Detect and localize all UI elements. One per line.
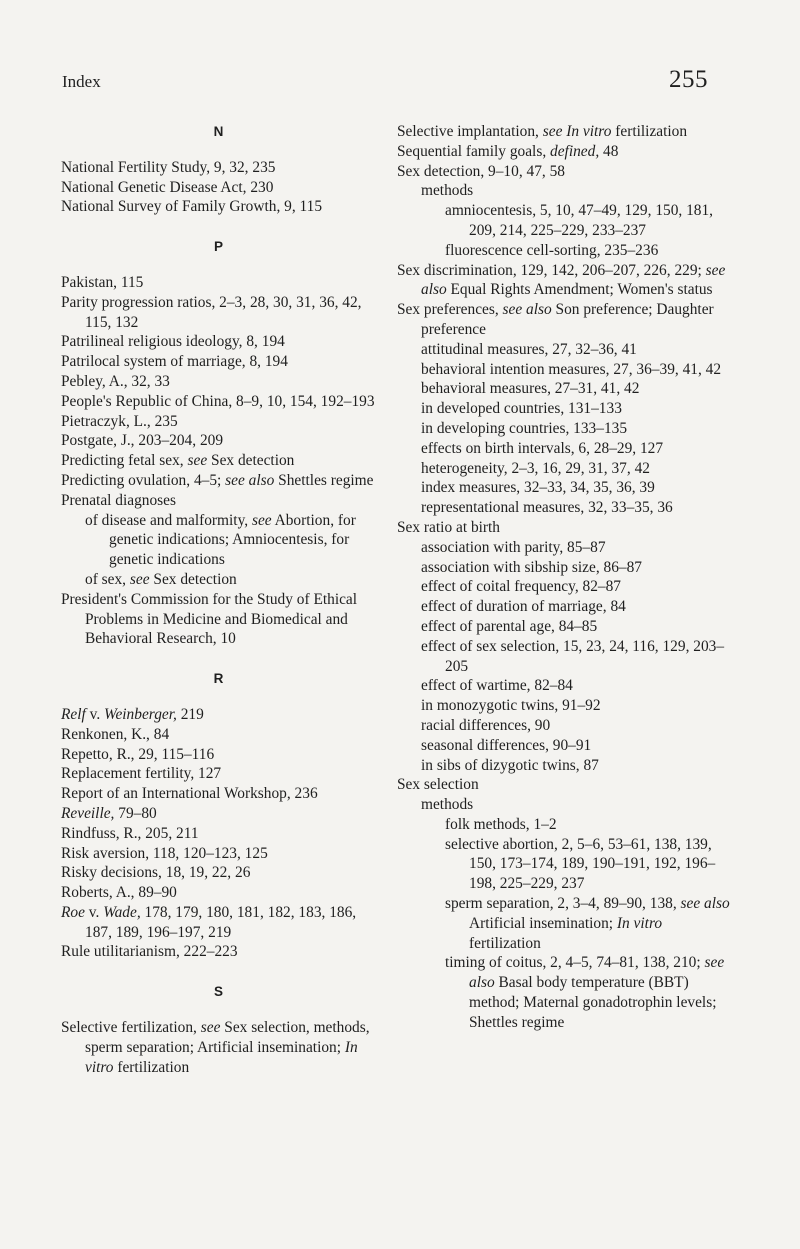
entry-text: 79–80 bbox=[114, 804, 157, 822]
entry-text: timing of coitus, 2, 4–5, 74–81, 138, 210; bbox=[445, 954, 705, 972]
entry-text: of sex, bbox=[85, 570, 130, 588]
entry-text: Rule utilitarianism, 222–223 bbox=[61, 943, 238, 961]
entry-text: heterogeneity, 2–3, 16, 29, 31, 37, 42 bbox=[421, 459, 650, 477]
entry-text: Report of an International Workshop, 236 bbox=[61, 785, 318, 803]
entry-text: see also bbox=[469, 954, 725, 992]
entry-text: Abortion, for genetic indications; Amniocentesis, for genetic indications bbox=[109, 511, 356, 569]
index-subentry bbox=[421, 676, 737, 696]
index-entry bbox=[61, 471, 376, 491]
index-subentry bbox=[421, 637, 737, 677]
entry-text: effect of parental age, 84–85 bbox=[421, 617, 598, 635]
entry-text: in developing countries, 133–135 bbox=[421, 419, 628, 437]
index-entry bbox=[61, 451, 376, 471]
index-entry bbox=[61, 804, 376, 824]
index-subentry bbox=[421, 577, 737, 597]
entry-text: 219 bbox=[176, 705, 204, 723]
index-entry bbox=[61, 883, 376, 903]
entry-text: v. bbox=[85, 705, 105, 723]
entry-text: Risk aversion, 118, 120–123, 125 bbox=[61, 844, 268, 862]
index-entry bbox=[61, 824, 376, 844]
page-number: 255 bbox=[669, 66, 708, 93]
index-entry bbox=[61, 412, 376, 432]
entry-text: Equal Rights Amendment; Women's status bbox=[446, 281, 713, 299]
index-entry bbox=[61, 491, 376, 511]
entry-text: Risky decisions, 18, 19, 22, 26 bbox=[61, 864, 251, 882]
index-subentry bbox=[421, 459, 737, 479]
entry-text: Wade, bbox=[103, 903, 141, 921]
entry-text: v. bbox=[84, 903, 104, 921]
index-subentry bbox=[421, 538, 737, 558]
index-entry bbox=[61, 392, 376, 412]
entry-text: see also bbox=[502, 301, 552, 319]
index-subentry bbox=[445, 835, 737, 894]
index-entry bbox=[397, 775, 737, 795]
index-subentry bbox=[421, 360, 737, 380]
index-subentry bbox=[421, 379, 737, 399]
entry-text: Relf bbox=[61, 705, 86, 723]
index-subentry bbox=[421, 736, 737, 756]
entry-text: Predicting fetal sex, bbox=[61, 452, 188, 470]
index-entry bbox=[61, 178, 376, 198]
index-entry bbox=[61, 332, 376, 352]
entry-text: Weinberger, bbox=[104, 705, 177, 723]
entry-text: index measures, 32–33, 34, 35, 36, 39 bbox=[421, 479, 655, 497]
entry-text: see also bbox=[421, 261, 726, 299]
entry-text: see In vitro bbox=[542, 123, 612, 140]
entry-text: Sequential family goals, bbox=[397, 142, 551, 160]
entry-text: Roe bbox=[61, 903, 85, 921]
index-entry bbox=[61, 725, 376, 745]
index-entry bbox=[61, 158, 376, 178]
entry-text: see bbox=[251, 511, 272, 529]
entry-text: representational measures, 32, 33–35, 36 bbox=[421, 499, 673, 517]
entry-text: Patrilineal religious ideology, 8, 194 bbox=[61, 333, 285, 351]
index-entry bbox=[397, 122, 737, 142]
entry-text: Selective implantation, bbox=[397, 123, 543, 140]
entry-text: fertilization bbox=[611, 123, 688, 140]
index-subentry bbox=[445, 953, 737, 1032]
entry-text: methods bbox=[421, 796, 474, 814]
entry-text: National Fertility Study, 9, 32, 235 bbox=[61, 158, 276, 176]
entry-text: see bbox=[129, 570, 150, 588]
entry-text: effect of wartime, 82–84 bbox=[421, 677, 573, 695]
index-entry bbox=[61, 372, 376, 392]
entry-text: Sex detection bbox=[207, 452, 295, 470]
entry-text: National Genetic Disease Act, 230 bbox=[61, 178, 274, 196]
index-entry bbox=[61, 942, 376, 962]
index-entry bbox=[397, 162, 737, 182]
section-letter: P bbox=[213, 239, 223, 255]
index-entry bbox=[61, 293, 376, 333]
index-entry bbox=[61, 1018, 376, 1077]
index-entry bbox=[397, 142, 737, 162]
entry-text: fertilization bbox=[113, 1058, 190, 1076]
entry-text: Parity progression ratios, 2–3, 28, 30, 31, 36, 42, 115, 132 bbox=[61, 293, 362, 331]
section-letter: N bbox=[213, 124, 224, 139]
entry-text: Sex detection, 9–10, 47, 58 bbox=[397, 162, 565, 180]
entry-text: effect of duration of marriage, 84 bbox=[421, 598, 626, 616]
entry-text: association with sibship size, 86–87 bbox=[421, 558, 643, 576]
entry-text: Renkonen, K., 84 bbox=[61, 725, 170, 743]
entry-text: 48 bbox=[599, 142, 619, 160]
entry-text: Basal body temperature (BBT) method; Maternal gonadotrophin levels; Shettles regime bbox=[469, 974, 717, 1031]
index-entry bbox=[61, 863, 376, 883]
index-subentry bbox=[421, 597, 737, 617]
index-entry bbox=[61, 745, 376, 765]
entry-text: association with parity, 85–87 bbox=[421, 538, 606, 556]
entry-text: Sex preferences, bbox=[397, 301, 503, 319]
entry-text: Postgate, J., 203–204, 209 bbox=[61, 432, 224, 450]
entry-text: of disease and malformity, bbox=[85, 511, 252, 529]
entry-text: In vitro bbox=[616, 914, 663, 932]
index-subentry bbox=[421, 617, 737, 637]
entry-text: defined, bbox=[550, 142, 600, 160]
index-subentry bbox=[421, 756, 737, 776]
index-subentry bbox=[445, 815, 737, 835]
entry-text: behavioral intention measures, 27, 36–39, 41, 42 bbox=[421, 360, 722, 378]
entry-text: Sex ratio at birth bbox=[397, 518, 501, 536]
entry-text: folk methods, 1–2 bbox=[445, 815, 557, 833]
entry-text: racial differences, 90 bbox=[421, 716, 551, 734]
index-entry bbox=[61, 784, 376, 804]
entry-text: National Survey of Family Growth, 9, 115 bbox=[61, 198, 323, 216]
index-entry bbox=[61, 431, 376, 451]
page-header bbox=[62, 66, 708, 102]
entry-text: Reveille, bbox=[61, 804, 115, 822]
entry-text: Pietraczyk, L., 235 bbox=[61, 412, 178, 430]
index-subentry bbox=[421, 716, 737, 736]
index-entry bbox=[397, 300, 737, 340]
entry-text: behavioral measures, 27–31, 41, 42 bbox=[421, 380, 640, 398]
entry-text: effect of coital frequency, 82–87 bbox=[421, 578, 621, 596]
entry-text: Predicting ovulation, 4–5; bbox=[61, 471, 226, 489]
entry-text: fertilization bbox=[469, 934, 541, 952]
entry-text: Pebley, A., 32, 33 bbox=[61, 372, 170, 390]
entry-text: People's Republic of China, 8–9, 10, 154, 192–193 bbox=[61, 392, 375, 410]
entry-text: in monozygotic twins, 91–92 bbox=[421, 697, 601, 715]
running-head: Index bbox=[62, 72, 101, 91]
entry-text: effects on birth intervals, 6, 28–29, 127 bbox=[421, 439, 664, 457]
entry-text: Patrilocal system of marriage, 8, 194 bbox=[61, 353, 288, 371]
index-entry bbox=[61, 844, 376, 864]
section-letter: R bbox=[213, 671, 224, 687]
section-letter: S bbox=[213, 984, 223, 1000]
index-entry bbox=[61, 705, 376, 725]
entry-text: Artificial insemination; bbox=[469, 914, 617, 932]
index-subentry bbox=[421, 340, 737, 360]
entry-text: Sex detection bbox=[149, 570, 237, 588]
entry-text: Son preference; Daughter preference bbox=[421, 301, 714, 338]
entry-text: Shettles regime bbox=[274, 471, 374, 489]
index-entry bbox=[61, 903, 376, 943]
entry-text: see bbox=[200, 1019, 221, 1037]
entry-text: see also bbox=[680, 895, 730, 913]
entry-text: methods bbox=[421, 182, 474, 200]
index-subentry bbox=[445, 241, 737, 261]
entry-text: in developed countries, 131–133 bbox=[421, 400, 622, 418]
entry-text: Pakistan, 115 bbox=[61, 273, 144, 291]
entry-text: Selective fertilization, bbox=[61, 1019, 201, 1037]
entry-text: selective abortion, 2, 5–6, 53–61, 138, 139, 150, 173–174, 189, 190–191, 192, 196–198, 225–229, 237 bbox=[445, 835, 716, 893]
index-subentry bbox=[85, 511, 376, 570]
index-subentry bbox=[445, 894, 737, 953]
entry-text: In vitro bbox=[85, 1038, 358, 1076]
entry-text: Sex selection, methods, sperm separation; Artificial insemination; bbox=[85, 1019, 370, 1056]
index-subentry bbox=[421, 439, 737, 459]
entry-text: seasonal differences, 90–91 bbox=[421, 736, 592, 754]
entry-text: Roberts, A., 89–90 bbox=[61, 884, 177, 902]
entry-text: fluorescence cell-sorting, 235–236 bbox=[445, 241, 659, 259]
index-entry bbox=[61, 764, 376, 784]
index-entry bbox=[61, 197, 376, 217]
index-subentry bbox=[421, 696, 737, 716]
index-column-right bbox=[397, 122, 737, 1033]
entry-text: see also bbox=[225, 471, 275, 489]
entry-text: 178, 179, 180, 181, 182, 183, 186, 187, 189, 196–197, 219 bbox=[85, 903, 357, 941]
entry-text: effect of sex selection, 15, 23, 24, 116, 129, 203–205 bbox=[421, 637, 725, 675]
entry-text: Replacement fertility, 127 bbox=[61, 765, 222, 783]
index-entry bbox=[61, 590, 376, 649]
index-entry bbox=[61, 352, 376, 372]
index-subentry bbox=[85, 570, 376, 590]
index-entry bbox=[397, 518, 737, 538]
entry-text: see bbox=[187, 452, 208, 470]
entry-text: Sex selection bbox=[397, 776, 479, 794]
index-subentry bbox=[421, 478, 737, 498]
entry-text: Prenatal diagnoses bbox=[61, 491, 176, 509]
index-subentry bbox=[421, 795, 737, 815]
entry-text: amniocentesis, 5, 10, 47–49, 129, 150, 181, 209, 214, 225–229, 233–237 bbox=[445, 202, 714, 239]
index-subentry bbox=[445, 201, 737, 241]
index-column-left bbox=[61, 122, 376, 1077]
entry-text: Repetto, R., 29, 115–116 bbox=[61, 745, 215, 763]
index-subentry bbox=[421, 419, 737, 439]
index-subentry bbox=[421, 399, 737, 419]
entry-text: in sibs of dizygotic twins, 87 bbox=[421, 756, 599, 774]
index-subentry bbox=[421, 181, 737, 201]
index-entry bbox=[397, 261, 737, 301]
entry-text: attitudinal measures, 27, 32–36, 41 bbox=[421, 340, 637, 358]
entry-text: Rindfuss, R., 205, 211 bbox=[61, 824, 199, 842]
index-entry bbox=[61, 273, 376, 293]
entry-text: President's Commission for the Study of Ethical Problems in Medicine and Biomedical and Behavioral Research, 10 bbox=[61, 590, 358, 648]
index-subentry bbox=[421, 558, 737, 578]
index-subentry bbox=[421, 498, 737, 518]
entry-text: sperm separation, 2, 3–4, 89–90, 138, bbox=[445, 895, 681, 913]
entry-text: Sex discrimination, 129, 142, 206–207, 226, 229; bbox=[397, 261, 706, 279]
